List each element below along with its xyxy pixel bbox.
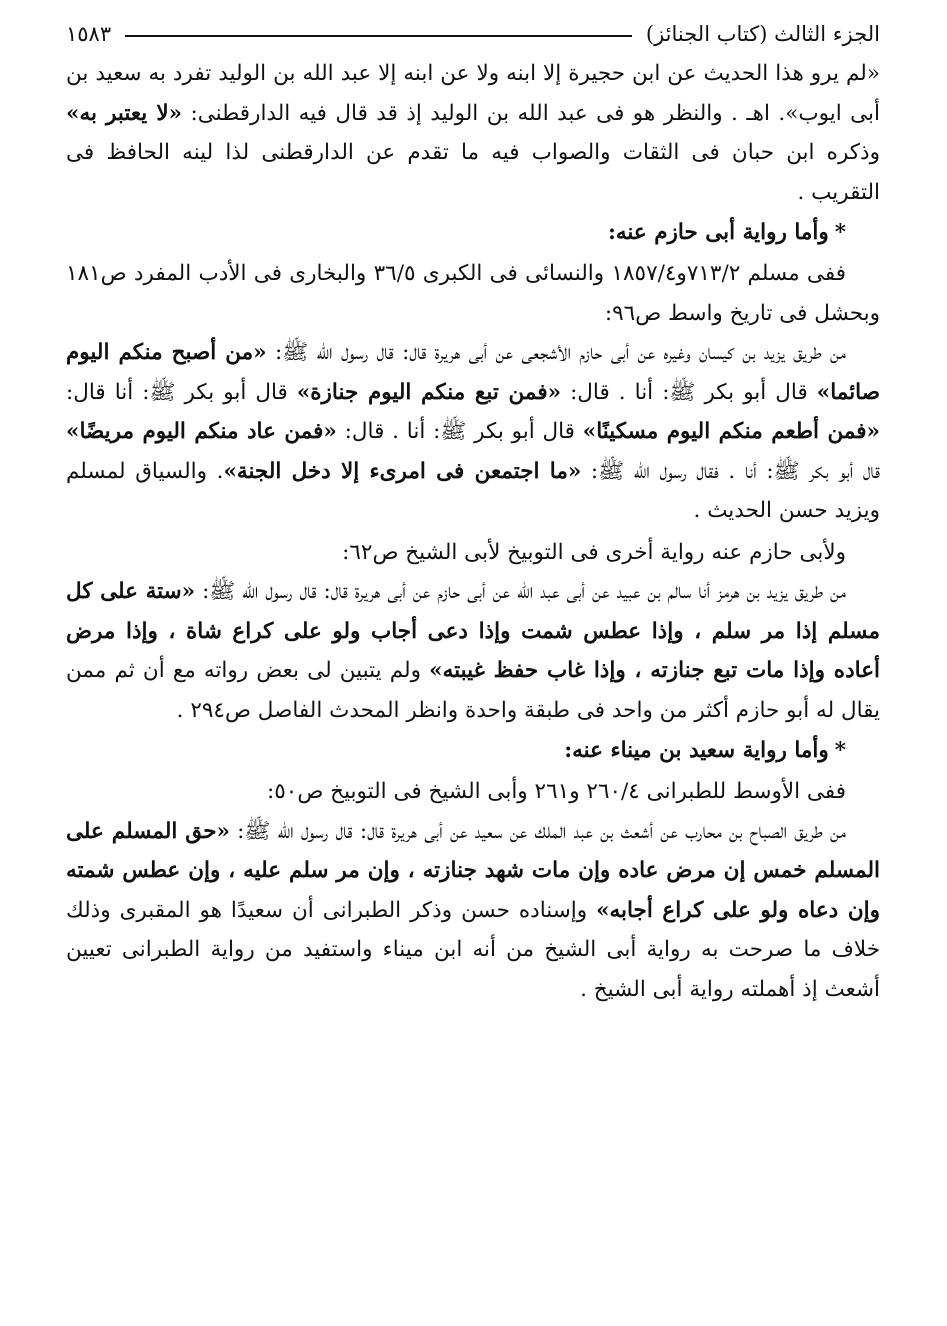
text-segment: من طريق يزيد بن كيسان وغيره عن أبى حازم الأشجعى عن أبى هريرة قال: قال رسول الله ﷺ: — [266, 340, 846, 365]
book-page — [66, 14, 880, 1314]
hadith-text: «من أصبح منكم اليوم صائما» — [66, 340, 880, 405]
page-header — [66, 14, 880, 54]
text-segment: وإسناده حسن وذكر الطبرانى أن سعيدًا هو المقبرى وذلك خلاف ما صرحت به رواية أبى الشيخ من أنه ابن ميناء واستفيد من رواية الطبرانى تعيين أشعث إذ أهملته رواية أبى الشيخ . — [66, 897, 880, 1002]
quoted-text: «لا يعتبر به» — [66, 100, 183, 126]
paragraph-hadith-six-rights — [66, 572, 880, 730]
paragraph-hadith-abu-bakr — [66, 333, 880, 531]
paragraph-muslim-sources: ففى مسلم ٧١٣/٢و١٨٥٧/٤ والنسائى فى الكبرى ٣٦/٥ والبخارى فى الأدب المفرد ص١٨١ وبحشل فى تاريخ واسط ص٩٦: — [66, 261, 880, 326]
header-rule — [125, 35, 632, 37]
asterisk-icon: * — [834, 738, 846, 763]
heading-text: وأما رواية سعيد بن ميناء عنه: — [564, 738, 829, 763]
text-segment: قال أبو بكر ﷺ: أنا قال: — [66, 379, 297, 405]
section-heading-abu-hazim — [66, 212, 880, 254]
paragraph-tawbikh-reference: ولأبى حازم عنه رواية أخرى فى التوبيخ لأبى الشيخ ص٦٢: — [342, 539, 846, 565]
hadith-text: «ستة على كل مسلم إذا مر سلم ، وإذا عطس شمت وإذا دعى أجاب ولو على كراع شاة ، وإذا مرض أعاده وإذا مات تبع جنازته ، وإذا غاب حفظ غيبته» — [66, 579, 880, 683]
hadith-text: «حق المسلم على المسلم خمس إن مرض عاده وإن مات شهد جنازته ، وإن مر سلم عليه ، وإن عطس شمته وإن دعاه ولو على كراع أجابه» — [66, 818, 881, 923]
paragraph-ibn-hujayra-note — [66, 54, 880, 212]
text-segment: من طريق يزيد بن هرمز أنا سالم بن عبيد عن أبى عبد الله عن أبى حازم عن أبى هريرة قال: قال رسول الله ﷺ: — [195, 579, 846, 604]
paragraph-hadith-five-rights — [66, 812, 880, 1010]
hadith-text: «فمن عاد منكم اليوم مريضًا» — [66, 419, 337, 444]
running-title: الجزء الثالث (كتاب الجنائز) — [645, 22, 880, 46]
text-segment: قال أبو بكر ﷺ: أنا . قال: — [336, 419, 583, 444]
text-segment: ولم يتبين لى بعض رواته مع أن ثم ممن يقال له أبو حازم أكثر من واحد فى طبقة واحدة وانظر المحدث الفاصل ص٢٩٤ . — [66, 658, 880, 723]
page-number: ١٥٨٣ — [66, 22, 112, 46]
paragraph-awsat-sources: ففى الأوسط للطبرانى ٢٦٠/٤ و٢٦١ وأبى الشيخ فى التوبيخ ص٥٠: — [267, 779, 846, 804]
asterisk-icon: * — [834, 220, 846, 245]
hadith-text: «فمن أطعم منكم اليوم مسكينًا» — [582, 419, 880, 444]
text-segment: من طريق الصباح بن محارب عن أشعث بن عبد الملك عن سعيد عن أبى هريرة قال: قال رسول الله ﷺ: — [229, 818, 846, 844]
hadith-text: «فمن تبع منكم اليوم جنازة» — [296, 379, 562, 405]
heading-text: وأما رواية أبى حازم عنه: — [607, 220, 829, 245]
text-segment: قال أبو بكر ﷺ: أنا . قال: — [561, 379, 817, 405]
hadith-text: «ما اجتمعن فى امرىء إلا دخل الجنة» — [223, 458, 582, 484]
section-heading-said-ibn-mina — [66, 730, 880, 772]
text-segment: قال أبو بكر ﷺ: أنا . فقال رسول الله ﷺ: — [581, 458, 880, 484]
text-segment: . والسياق لمسلم ويزيد حسن الحديث . — [66, 458, 880, 523]
text-segment: وذكره ابن حبان فى الثقات والصواب فيه ما تقدم عن الدارقطنى لذا لينه الحافظ فى التقريب . — [66, 140, 880, 205]
text-segment: «لم يرو هذا الحديث عن ابن حجيرة إلا ابنه ولا عن ابنه إلا عبد الله بن الوليد تفرد به سعيد بن أبى ايوب». اهـ . والنظر هو فى عبد الله بن الوليد إذ قد قال فيه الدارقطنى: — [66, 61, 880, 126]
